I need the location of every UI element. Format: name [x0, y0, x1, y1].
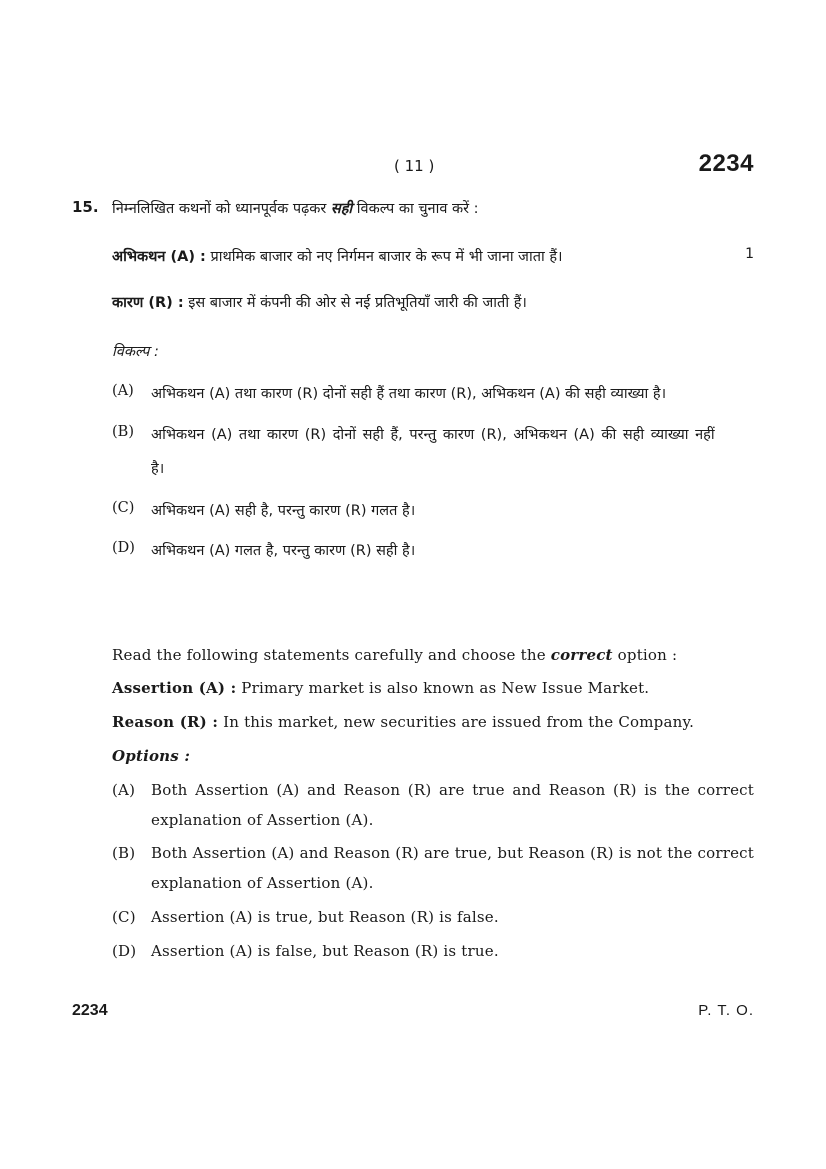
- hindi-instruction: [112, 198, 479, 218]
- english-instruction: [112, 646, 677, 664]
- english-option-label: (A): [112, 781, 136, 799]
- english-option-d: [112, 936, 754, 968]
- hindi-assertion: [112, 246, 563, 266]
- hindi-instruction-emphasis: सही: [330, 201, 353, 217]
- hindi-option-b: [112, 424, 134, 440]
- hindi-assertion-text: प्राथमिक बाजार को नए निर्गमन बाजार के रूप में भी जाना जाता हैं।: [205, 249, 563, 265]
- english-assertion: [112, 679, 649, 697]
- english-instruction-pre: Read the following statements carefully and choose the: [112, 646, 551, 664]
- english-option-c: [112, 902, 754, 934]
- english-reason-text: In this market, new securities are issued from the Company.: [218, 713, 695, 731]
- hindi-option-d-text: अभिकथन (A) गलत है, परन्तु कारण (R) सही है।: [151, 543, 416, 559]
- hindi-reason-label: कारण (R) :: [112, 295, 184, 311]
- hindi-option-b-text-line2: है।: [151, 461, 165, 477]
- paper-code-header: 2234: [698, 150, 754, 177]
- hindi-option-d: [112, 540, 135, 556]
- english-assertion-label: Assertion (A) :: [112, 679, 237, 697]
- hindi-reason-text: इस बाजार में कंपनी की ओर से नई प्रतिभूतियाँ जारी की जाती हैं।: [183, 295, 527, 311]
- hindi-option-label: (A): [112, 383, 134, 399]
- english-instruction-emphasis: correct: [550, 646, 613, 664]
- english-reason-label: Reason (R) :: [112, 713, 219, 731]
- hindi-instruction-pre: निम्नलिखित कथनों को ध्यानपूर्वक पढ़कर: [112, 201, 327, 217]
- hindi-instruction-post: विकल्प का चुनाव करें :: [356, 201, 479, 217]
- english-option-d-text: Assertion (A) is false, but Reason (R) is true.: [151, 942, 499, 960]
- english-option-label: (D): [112, 942, 137, 960]
- english-instruction-post: option :: [612, 646, 678, 664]
- paper-code-footer: 2234: [72, 1002, 108, 1019]
- question-marks: 1: [745, 246, 754, 262]
- english-reason: [112, 713, 694, 731]
- english-option-a-text: Both Assertion (A) and Reason (R) are true and Reason (R) is the correct explanation of Assertion (A).: [151, 781, 754, 829]
- hindi-option-b-text-line1: अभिकथन (A) तथा कारण (R) दोनों सही हैं, परन्तु कारण (R), अभिकथन (A) की सही व्याख्या नहीं: [151, 427, 715, 443]
- pto-label: P. T. O.: [698, 1002, 754, 1019]
- english-option-label: (C): [112, 908, 136, 926]
- english-option-c-text: Assertion (A) is true, but Reason (R) is false.: [151, 908, 499, 926]
- hindi-option-label: (C): [112, 500, 135, 516]
- english-option-b: [112, 838, 754, 900]
- question-number: 15.: [72, 198, 99, 216]
- hindi-reason: [112, 292, 527, 312]
- hindi-option-c-text: अभिकथन (A) सही है, परन्तु कारण (R) गलत है।: [151, 503, 416, 519]
- english-option-b-text: Both Assertion (A) and Reason (R) are true, but Reason (R) is not the correct explanation of Assertion (A).: [151, 844, 754, 892]
- hindi-option-label: (D): [112, 540, 135, 556]
- english-options-heading: Options :: [112, 747, 191, 765]
- hindi-options-heading: विकल्प :: [112, 344, 159, 360]
- english-assertion-text: Primary market is also known as New Issue Market.: [236, 679, 650, 697]
- hindi-assertion-label: अभिकथन (A) :: [112, 249, 206, 265]
- page-number: ( 11 ): [394, 157, 435, 175]
- hindi-option-label: (B): [112, 424, 134, 440]
- hindi-option-a-text: अभिकथन (A) तथा कारण (R) दोनों सही हैं तथा कारण (R), अभिकथन (A) की सही व्याख्या है।: [151, 386, 667, 402]
- english-option-a: [112, 775, 754, 837]
- english-option-label: (B): [112, 844, 136, 862]
- hindi-option-a: [112, 383, 134, 399]
- hindi-option-c: [112, 500, 134, 516]
